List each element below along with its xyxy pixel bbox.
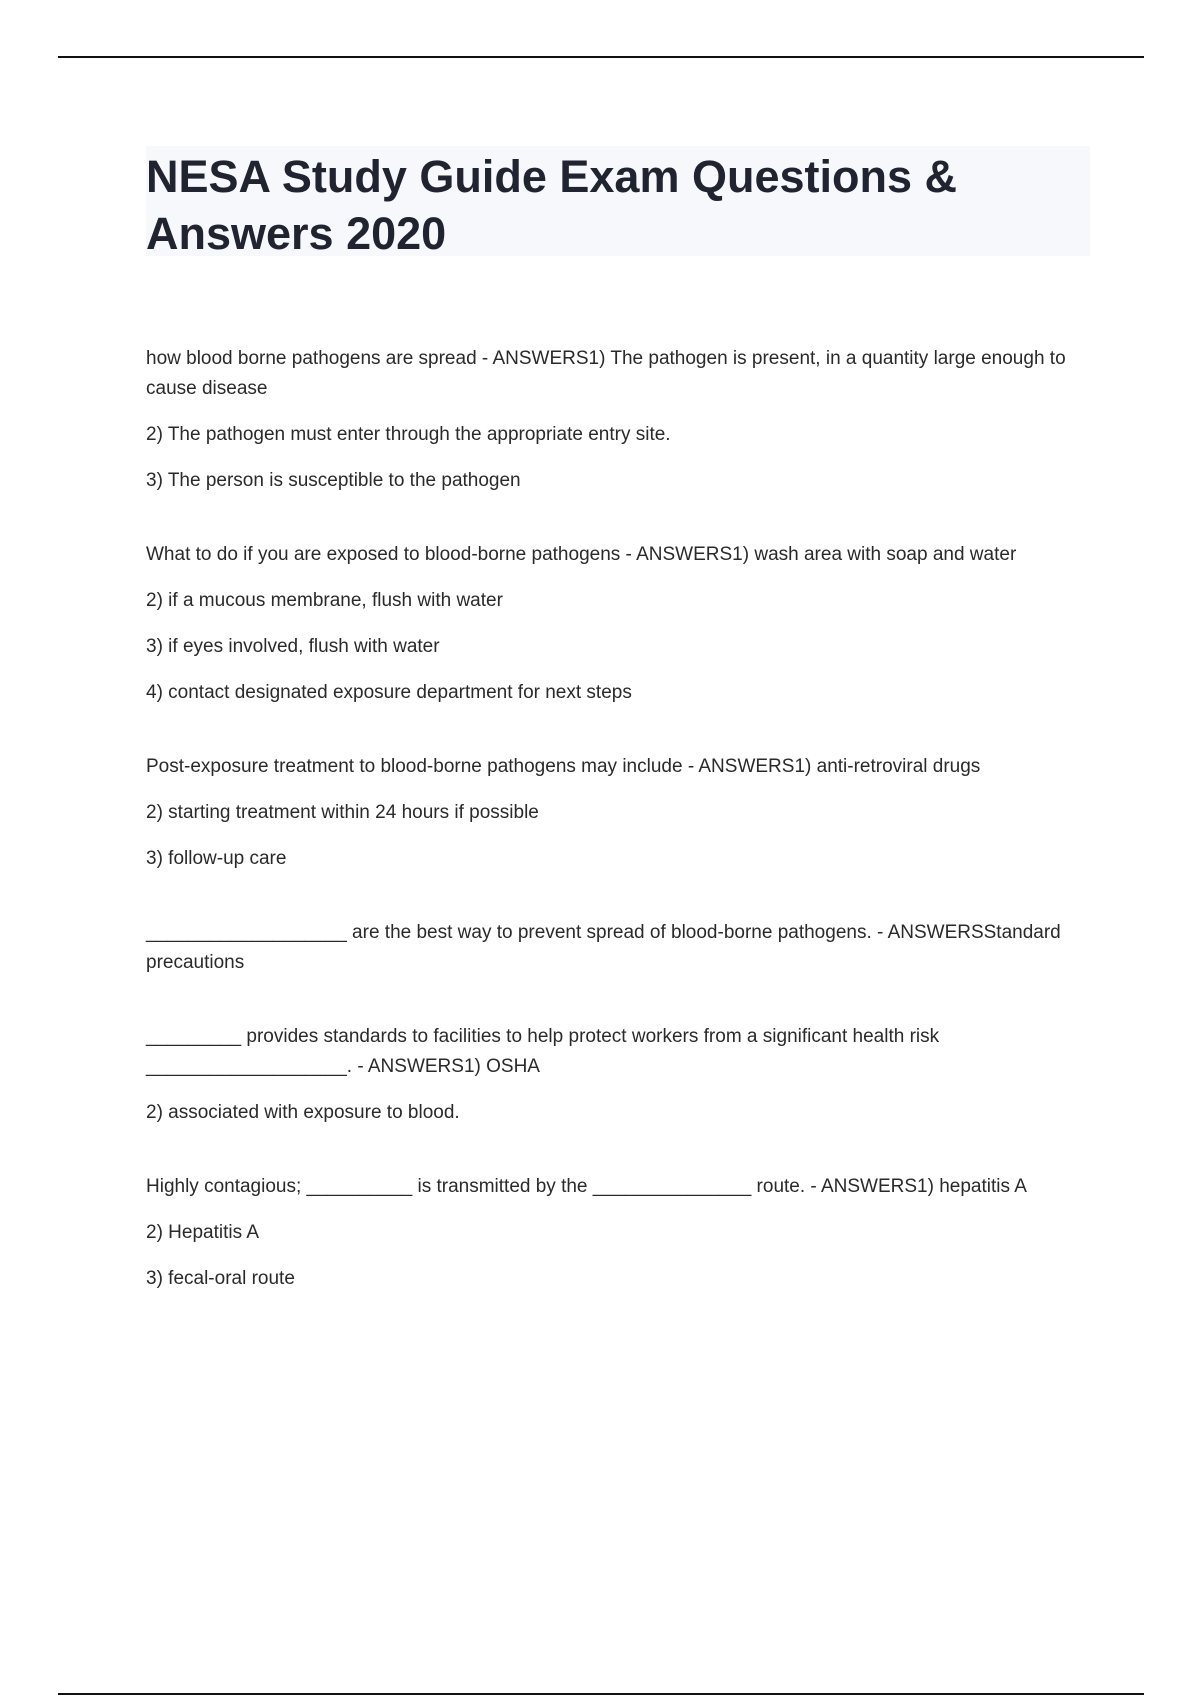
qa-answer-line: 3) fecal-oral route: [146, 1268, 295, 1289]
qa-answer-line: 3) follow-up care: [146, 848, 287, 869]
qa-item-hepatitis-a: [146, 1172, 1086, 1294]
qa-answer-line: 2) The pathogen must enter through the appropriate entry site.: [146, 424, 671, 445]
qa-answer-line: 2) starting treatment within 24 hours if possible: [146, 802, 539, 823]
qa-question-line: What to do if you are exposed to blood-borne pathogens - ANSWERS1) wash area with soap and water: [146, 544, 1017, 565]
qa-question-line: how blood borne pathogens are spread - ANSWERS1) The pathogen is present, in a quantity large enough to cause disease: [146, 348, 1066, 399]
qa-answer-line: 4) contact designated exposure department for next steps: [146, 682, 632, 703]
qa-answer-line: 2) associated with exposure to blood.: [146, 1102, 460, 1123]
qa-item-bloodborne-spread: [146, 344, 1086, 496]
qa-item-post-exposure: [146, 752, 1086, 874]
qa-item-standard-precautions: [146, 918, 1086, 978]
qa-question-line: ___________________ are the best way to prevent spread of blood-borne pathogens. - ANSWERSStandard precautions: [146, 922, 1061, 973]
qa-answer-line: 2) if a mucous membrane, flush with water: [146, 590, 503, 611]
qa-item-osha: [146, 1022, 1086, 1128]
qa-question-line: Highly contagious; __________ is transmitted by the _______________ route. - ANSWERS1) hepatitis A: [146, 1176, 1027, 1197]
bottom-rule: [58, 1693, 1144, 1695]
qa-item-exposure-steps: [146, 540, 1086, 708]
qa-question-line: Post-exposure treatment to blood-borne pathogens may include - ANSWERS1) anti-retroviral drugs: [146, 756, 981, 777]
qa-answer-line: 3) if eyes involved, flush with water: [146, 636, 440, 657]
qa-answer-line: 2) Hepatitis A: [146, 1222, 259, 1243]
qa-list: [146, 344, 1086, 1338]
qa-answer-line: 3) The person is susceptible to the pathogen: [146, 470, 521, 491]
qa-question-line: _________ provides standards to facilities to help protect workers from a significant health risk ___________________. - ANSWERS1) OSHA: [146, 1026, 940, 1077]
document-title: NESA Study Guide Exam Questions & Answers 2020: [146, 151, 957, 259]
top-rule: [58, 56, 1144, 58]
